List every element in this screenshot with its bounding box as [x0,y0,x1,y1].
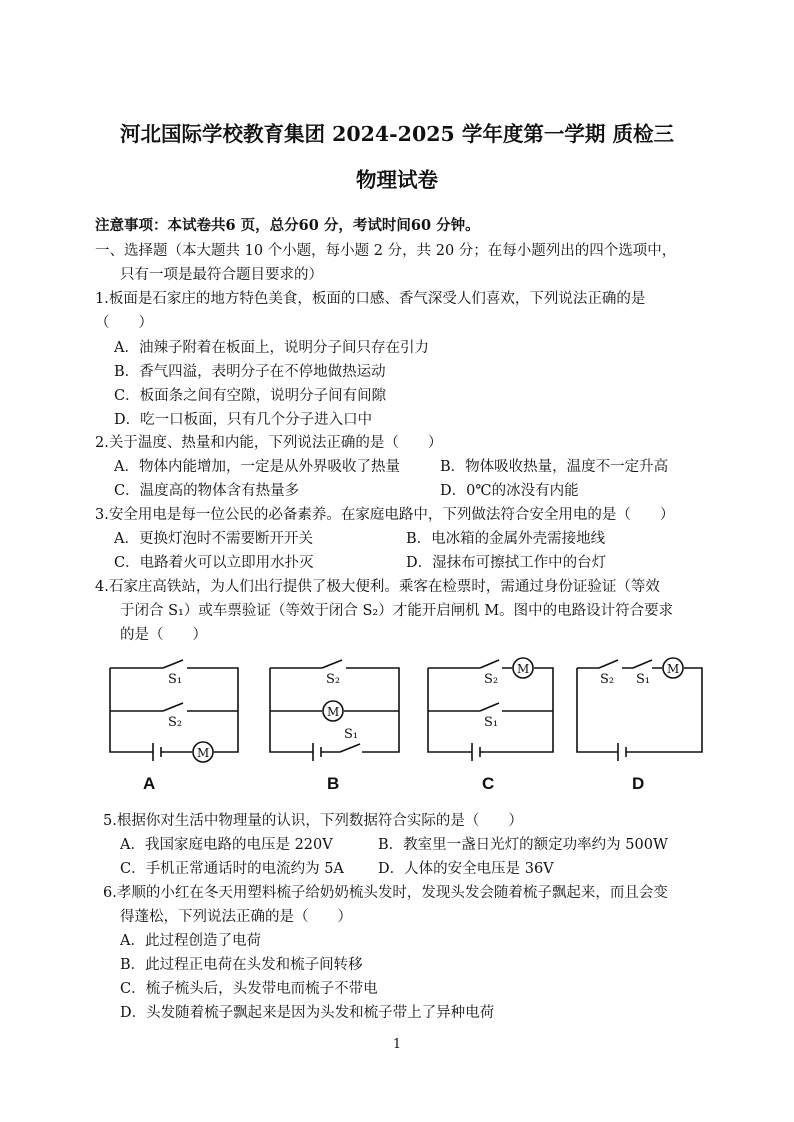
q3-stem: 3.安全用电是每一位公民的必备素养。在家庭电路中，下列做法符合安全用电的是（ ） [95,507,675,523]
q1-option-d: D．吃一口板面，只有几个分子进入口中 [114,412,373,428]
q5-option-a: A．我国家庭电路的电压是 220V [120,837,333,853]
circuit-c-s1-label: S₁ [484,715,499,730]
q4-stem: 4.石家庄高铁站，为人们出行提供了极大便利。乘客在检票时，需通过身份证验证（等效 [95,579,660,595]
circuit-a-label: A [143,774,156,793]
q6-stem: 6.孝顺的小红在冬天用塑料梳子给奶奶梳头发时，发现头发会随着梳子飘起来，而且会变 [103,885,668,901]
q2-option-c: C．温度高的物体含有热量多 [114,483,300,499]
circuit-b-label: B [327,774,340,793]
q5-option-d: D．人体的安全电压是 36V [378,861,554,877]
q6-option-b: B．此过程正电荷在头发和梳子间转移 [120,957,363,973]
q5-option-b: B．教室里一盏日光灯的额定功率约为 500W [378,837,668,853]
q2-stem: 2.关于温度、热量和内能，下列说法正确的是（ ） [95,435,443,451]
q2-option-b: B．物体吸收热量，温度不一定升高 [440,459,669,475]
q2-option-a: A．物体内能增加，一定是从外界吸收了热量 [114,459,400,475]
circuit-b-motor-label: M [327,705,340,719]
q2-option-d: D．0℃的冰没有内能 [440,483,579,499]
q6-option-c: C．梳子梳头后，头发带电而梳子不带电 [120,981,378,997]
q5-stem: 5.根据你对生活中物理量的认识，下列数据符合实际的是（ ） [103,813,523,829]
circuit-c-s2-label: S₂ [484,672,499,687]
circuit-d-label: D [632,774,645,793]
exam-title-line2: 物理试卷 [356,168,438,192]
circuit-d-s2-label: S₂ [600,672,615,687]
q1-stem: 1.板面是石家庄的地方特色美食，板面的口感、香气深受人们喜欢，下列说法正确的是 [95,291,646,307]
page-number: 1 [392,1037,402,1052]
circuit-b-s1-label: S₁ [344,727,359,742]
circuit-d-s1-label: S₁ [636,672,651,687]
q5-option-c: C．手机正常通话时的电流约为 5A [120,861,344,877]
q4-stem-cont2: 的是（ ） [120,627,207,643]
circuit-b-s2-label: S₂ [326,672,341,687]
exam-title-line1: 河北国际学校教育集团 2024-2025 学年度第一学期 质检三 [119,122,675,146]
q3-option-d: D．湿抹布可擦拭工作中的台灯 [406,555,607,571]
q1-stem-cont: （ ） [95,315,153,331]
q6-option-a: A．此过程创造了电荷 [120,933,261,949]
circuit-c-motor-label: M [517,662,530,676]
q1-option-c: C．板面条之间有空隙，说明分子间有间隙 [114,388,387,404]
q3-option-c: C．电路着火可以立即用水扑灭 [114,555,314,571]
q3-option-b: B．电冰箱的金属外壳需接地线 [406,531,606,547]
q3-option-a: A．更换灯泡时不需要断开开关 [114,531,313,547]
notice: 注意事项：本试卷共6 页，总分60 分，考试时间60 分钟。 [95,217,480,234]
section1-heading-cont: 只有一项是最符合题目要求的） [120,267,323,283]
circuit-c-label: C [482,774,495,793]
q6-stem-cont: 得蓬松，下列说法正确的是（ ） [120,909,352,925]
q1-option-a: A．油辣子附着在板面上，说明分子间只存在引力 [114,340,429,356]
circuit-a-s1-label: S₁ [168,672,183,687]
q4-stem-cont: 于闭合 S₁）或车票验证（等效于闭合 S₂）才能开启闸机 M。图中的电路设计符合要求 [120,603,674,619]
circuit-d-motor-label: M [667,662,680,676]
q1-option-b: B．香气四溢，表明分子在不停地做热运动 [114,364,386,380]
section1-heading: 一、选择题（本大题共 10 个小题，每小题 2 分，共 20 分；在每小题列出的四个选项中， [95,243,677,259]
circuit-a-s2-label: S₂ [168,715,183,730]
circuit-a-motor-label: M [197,746,210,760]
q6-option-d: D．头发随着梳子飘起来是因为头发和梳子带上了异种电荷 [120,1005,495,1021]
